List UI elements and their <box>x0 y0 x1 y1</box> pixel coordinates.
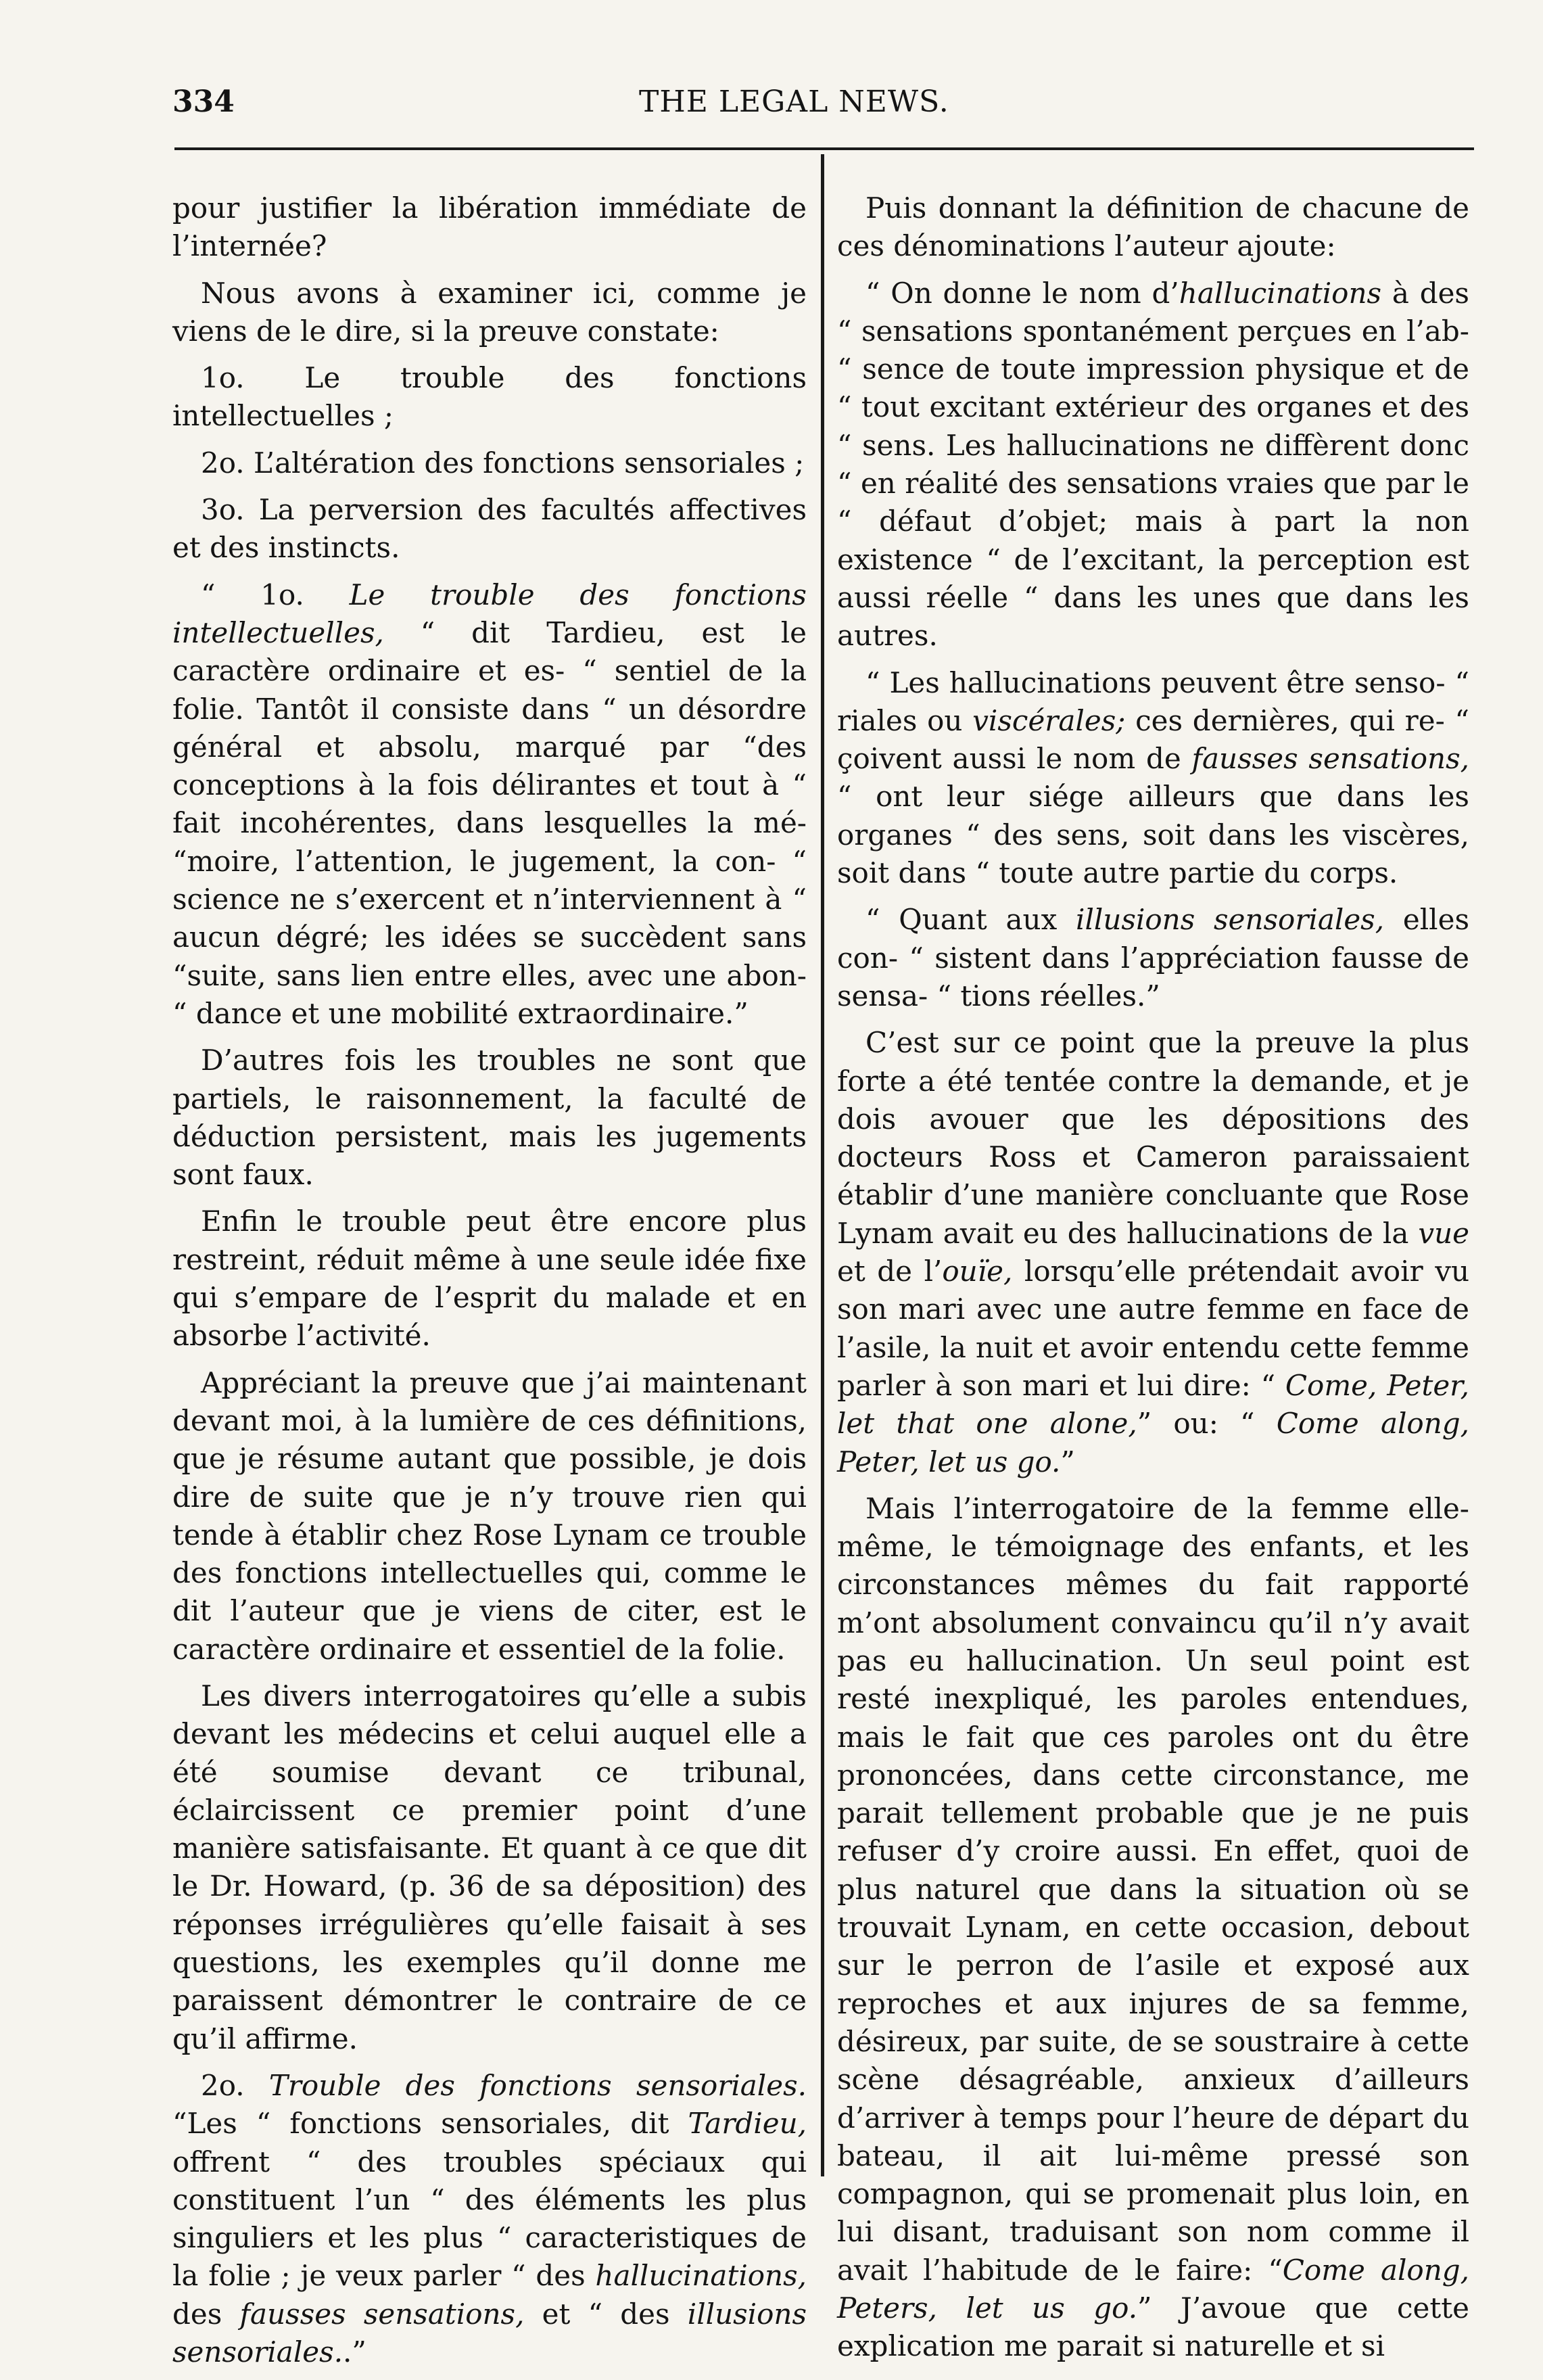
right-column <box>837 189 1469 2375</box>
text-run: elles con- “ sistent dans l’appréciation fausse de sensa- “ tions réelles.” <box>837 903 1470 1012</box>
italic-run: Come, Peter, let that one alone, <box>837 1368 1469 1441</box>
text-run: .” <box>343 2335 366 2369</box>
text-run: “Les “ fonctions sensoriales, dit <box>172 2107 688 2141</box>
italic-run: illusions sensoriales. <box>172 2297 807 2369</box>
text-run: C’est sur ce point que la preuve la plus forte a été tentée contre la demande, et je dois avouer que les dépositions des docteurs Ross et Cameron paraissaient établir d’une manière concluante que Rose Lynam avait eu des hallucinations de la <box>837 1026 1469 1250</box>
paragraph: 2o. L’altération des fonctions sensoriales ; <box>201 446 805 480</box>
text-run: lorsqu’elle prétendait avoir vu son mari avec une autre femme en face de l’asile, la nuit et avoir entendu cette femme parler à son mari et lui dire: “ <box>837 1255 1470 1402</box>
page-number: 334 <box>172 85 235 119</box>
text-run: ” <box>1060 1445 1075 1478</box>
text-run: “ dit Tardieu, est le caractère ordinaire et es- “ sentiel de la folie. Tantôt il consiste dans “ un désordre général et absolu, marqué par “des conceptions à la fois délirantes et tout à “ fait incohérentes, dans lesquelles la mé- “moire, l’attention, le jugement, la con- “ science ne s’exercent et n’interviennent à “ aucun dégré; les idées se succèdent sans “suite, sans lien entre elles, avec une abon- “ dance et une mobilité extraordinaire.” <box>172 615 807 1030</box>
paragraph: D’autres fois les troubles ne sont que partiels, le raisonnement, la faculté de déduction persistent, mais les jugements sont faux. <box>172 1044 807 1192</box>
paragraph: pour justifier la libération immédiate de l’internée? <box>172 191 807 263</box>
paragraph <box>172 2067 807 2371</box>
italic-run: Trouble des fonctions sensoriales. <box>268 2068 807 2102</box>
paragraph: Nous avons à examiner ici, comme je viens de le dire, si la preuve constate: <box>172 276 807 348</box>
left-column <box>172 189 807 2380</box>
paragraph: Puis donnant la définition de chacune de ces dénominations l’auteur ajoute: <box>837 191 1469 263</box>
italic-run: vue <box>1418 1216 1469 1250</box>
paragraph <box>837 275 1469 655</box>
text-run: “ On donne le nom d’ <box>865 276 1179 310</box>
paragraph <box>837 1024 1469 1481</box>
column-divider <box>821 154 824 2176</box>
paragraph: 1o. Le trouble des fonctions intellectuelles ; <box>172 361 807 433</box>
italic-run: hallucinations <box>1179 276 1382 310</box>
text-run: et “ des <box>524 2297 688 2331</box>
header-rule <box>174 147 1474 150</box>
text-run: 2o. <box>201 2068 269 2102</box>
text-run: ces dernières, qui re- “ çoivent aussi le nom de <box>837 703 1469 776</box>
text-run: ” J’avoue que cette explication me parait si naturelle et si <box>837 2291 1469 2363</box>
italic-run: viscérales; <box>972 703 1126 737</box>
text-run: “ Les hallucinations peuvent être senso- “ riales ou <box>837 666 1469 737</box>
paragraph <box>837 1490 1469 2366</box>
text-run: Mais l’interrogatoire de la femme elle-même, le témoignage des enfants, et les circonstances mêmes du fait rapporté m’ont absolument convaincu qu’il n’y avait pas eu hallucination. Un seul point est resté inexpliqué, les paroles entendues, mais le fait que ces paroles ont du être prononcées, dans cette circonstance, me parait tellement probable que je ne puis refuser d’y croire aussi. En effet, quoi de plus naturel que dans la situation où se trouvait Lynam, en cette occasion, debout sur le perron de l’asile et exposé aux reproches et aux injures de sa femme, désireux, par suite, de se soustraire à cette scène désagréable, anxieux d’ailleurs d’arriver à temps pour l’heure de départ du bateau, il ait lui-même pressé son compagnon, qui se promenait plus loin, en lui disant, traduisant son nom comme il avait l’habitude de le faire: “ <box>837 1491 1469 2287</box>
paragraph: Appréciant la preuve que j’ai maintenant devant moi, à la lumière de ces définitions, que je résume autant que possible, je dois dire de suite que je n’y trouve rien qui tende à établir chez Rose Lynam ce trouble des fonctions intellectuelles qui, comme le dit l’auteur que je viens de citer, est le caractère ordinaire et essentiel de la folie. <box>172 1366 807 1666</box>
text-run: “ Quant aux <box>865 903 1076 937</box>
italic-run: Le trouble des fonctions intellectuelles, <box>172 578 807 649</box>
italic-run: Come along, Peters, let us go. <box>837 2253 1469 2325</box>
italic-run: Tardieu, <box>688 2107 807 2141</box>
page-header <box>172 85 1457 139</box>
italic-run: fausses sensations, <box>1191 742 1470 776</box>
paragraph: 3o. La perversion des facultés affectives et des instincts. <box>172 493 807 565</box>
text-run: et de l’ <box>837 1255 943 1288</box>
paragraph <box>172 576 807 1033</box>
paragraph: Enfin le trouble peut être encore plus restreint, réduit même à une seule idée fixe qui s’empare de l’esprit du malade et en absorbe l’activité. <box>172 1205 807 1353</box>
text-run: des <box>172 2297 240 2331</box>
running-title: THE LEGAL NEWS. <box>639 85 949 119</box>
paragraph <box>837 664 1469 893</box>
italic-run: Come along, Peter, let us go. <box>837 1407 1470 1478</box>
italic-run: ouïe, <box>942 1255 1013 1288</box>
text-run: offrent “ des troubles spéciaux qui constituent l’un “ des éléments les plus singuliers et les plus “ caracteristiques de la folie ; je veux parler “ des <box>172 2145 807 2293</box>
paragraph: Les divers interrogatoires qu’elle a subis devant les médecins et celui auquel elle a été soumise devant ce tribunal, éclaircissent ce premier point d’une manière satisfaisante. Et quant à ce que dit le Dr. Howard, (p. 36 de sa déposition) des réponses irrégulières qu’elle faisait à ses questions, les exemples qu’il donne me paraissent démontrer le contraire de ce qu’il affirme. <box>172 1679 807 2055</box>
text-run: “ ont leur siége ailleurs que dans les organes “ des sens, soit dans les viscères, soit dans “ toute autre partie du corps. <box>837 780 1469 890</box>
italic-run: illusions sensoriales, <box>1076 903 1385 937</box>
italic-run: fausses sensations, <box>239 2297 525 2331</box>
paragraph <box>837 901 1469 1015</box>
text-run: “ 1o. <box>201 578 350 611</box>
italic-run: hallucinations, <box>595 2259 807 2293</box>
text-run: à des “ sensations spontanément perçues en l’ab- “ sence de toute impression physique et de “ tout excitant extérieur des organes et des “ sens. Les hallucinations ne diffèrent donc “ en réalité des sensations vraies que par le “ défaut d’objet; mais à part la non existence “ de l’excitant, la perception est aussi réelle “ dans les unes que dans les autres. <box>837 276 1469 653</box>
text-run: ” ou: “ <box>1137 1407 1277 1441</box>
